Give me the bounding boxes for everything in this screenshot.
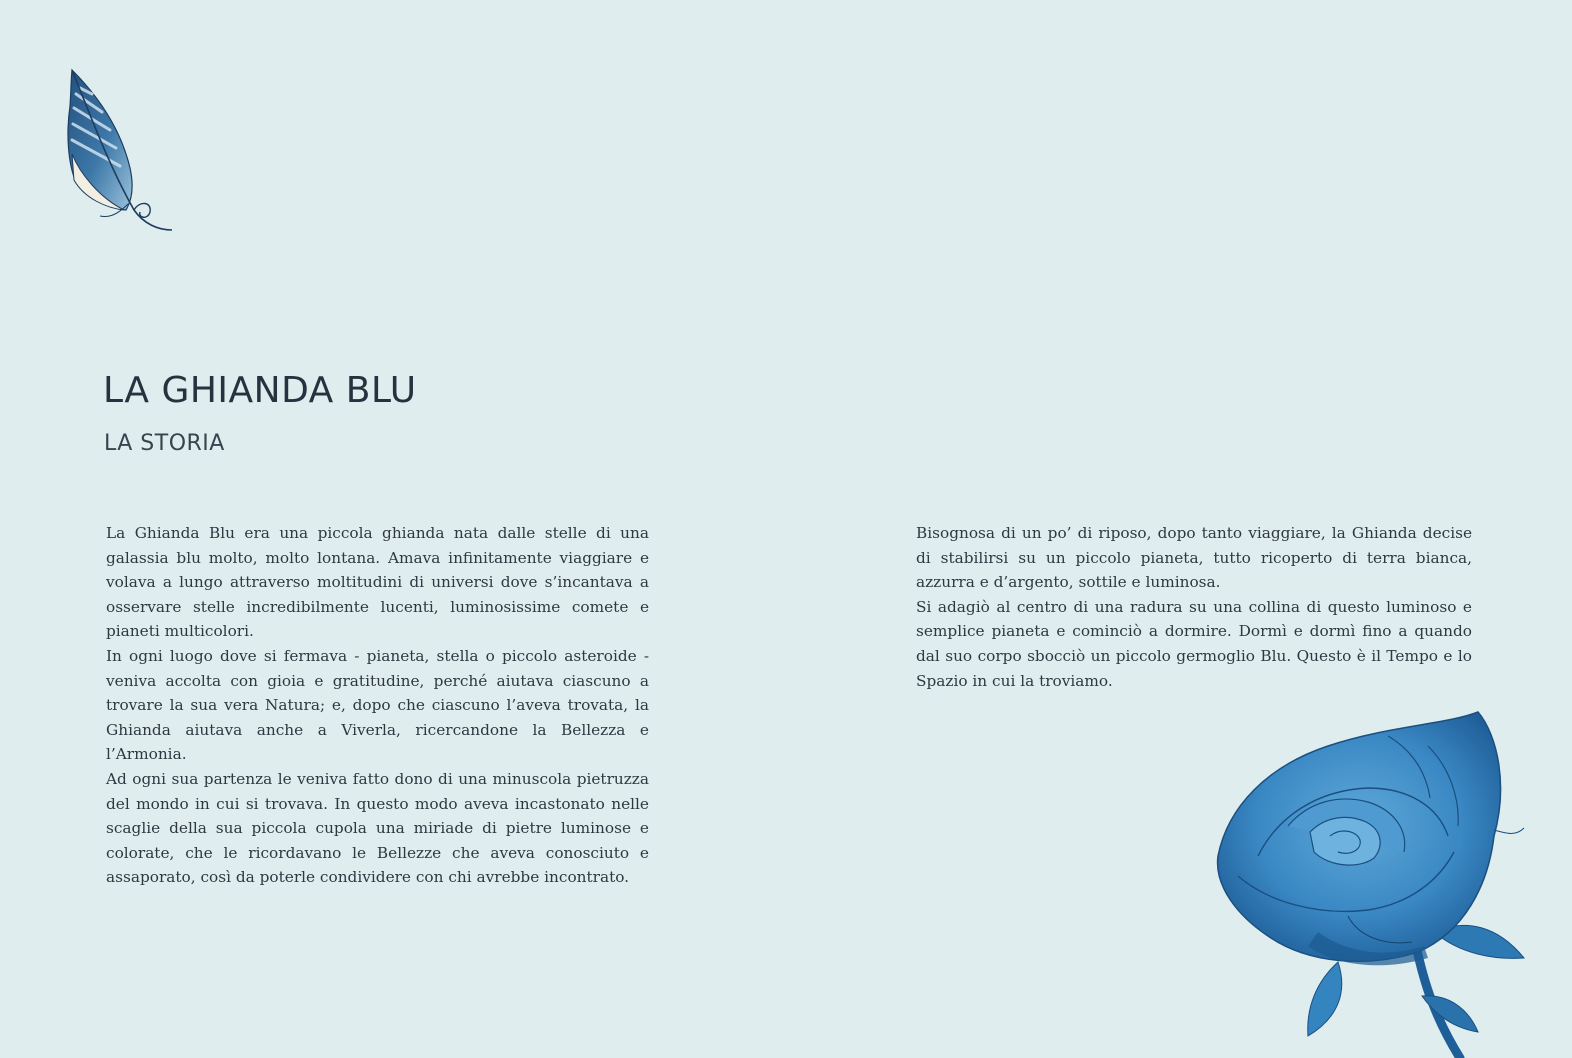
page-title: LA GHIANDA BLU [103, 370, 417, 411]
story-column-right [916, 521, 1472, 693]
story-paragraph: Ad ogni sua partenza le veniva fatto dono di una minuscola pietruzza del mondo in cui si trovava. In questo modo aveva incastonato nelle scaglie della sua piccola cupola una miriade di pietre luminose e colorate, che le ricordavano le Bellezze che aveva conosciuto e assaporato, così da poterle condividere con chi avrebbe incontrato. [106, 769, 649, 887]
story-column-left [106, 521, 649, 890]
blue-rose-icon [1198, 706, 1538, 1058]
page-subtitle: LA STORIA [104, 431, 225, 456]
feather-icon [62, 64, 182, 236]
story-paragraph: In ogni luogo dove si fermava - pianeta, stella o piccolo asteroide - veniva accolta con gioia e gratitudine, perché aiutava ciascuno a trovare la sua vera Natura; e, dopo che ciascuno l’aveva trovata, la Ghianda aiutava anche a Viverla, ricercandone la Bellezza e l’Armonia. [106, 646, 649, 764]
story-paragraph: La Ghianda Blu era una piccola ghianda nata dalle stelle di una galassia blu molto, molto lontana. Amava infinitamente viaggiare e volava a lungo attraverso moltitudini di universi dove s’incantava a osservare stelle incredibilmente lucenti, luminosissime comete e pianeti multicolori. [106, 524, 649, 641]
story-paragraph: Bisognosa di un po’ di riposo, dopo tanto viaggiare, la Ghianda decise di stabilirsi su un piccolo pianeta, tutto ricoperto di terra bianca, azzurra e d’argento, sottile e luminosa. [916, 524, 1472, 592]
story-paragraph: Si adagiò al centro di una radura su una collina di questo luminoso e semplice pianeta e cominciò a dormire. Dormì e dormì fino a quando dal suo corpo sbocciò un piccolo germoglio Blu. Questo è il Tempo e lo Spazio in cui la troviamo. [916, 597, 1472, 690]
